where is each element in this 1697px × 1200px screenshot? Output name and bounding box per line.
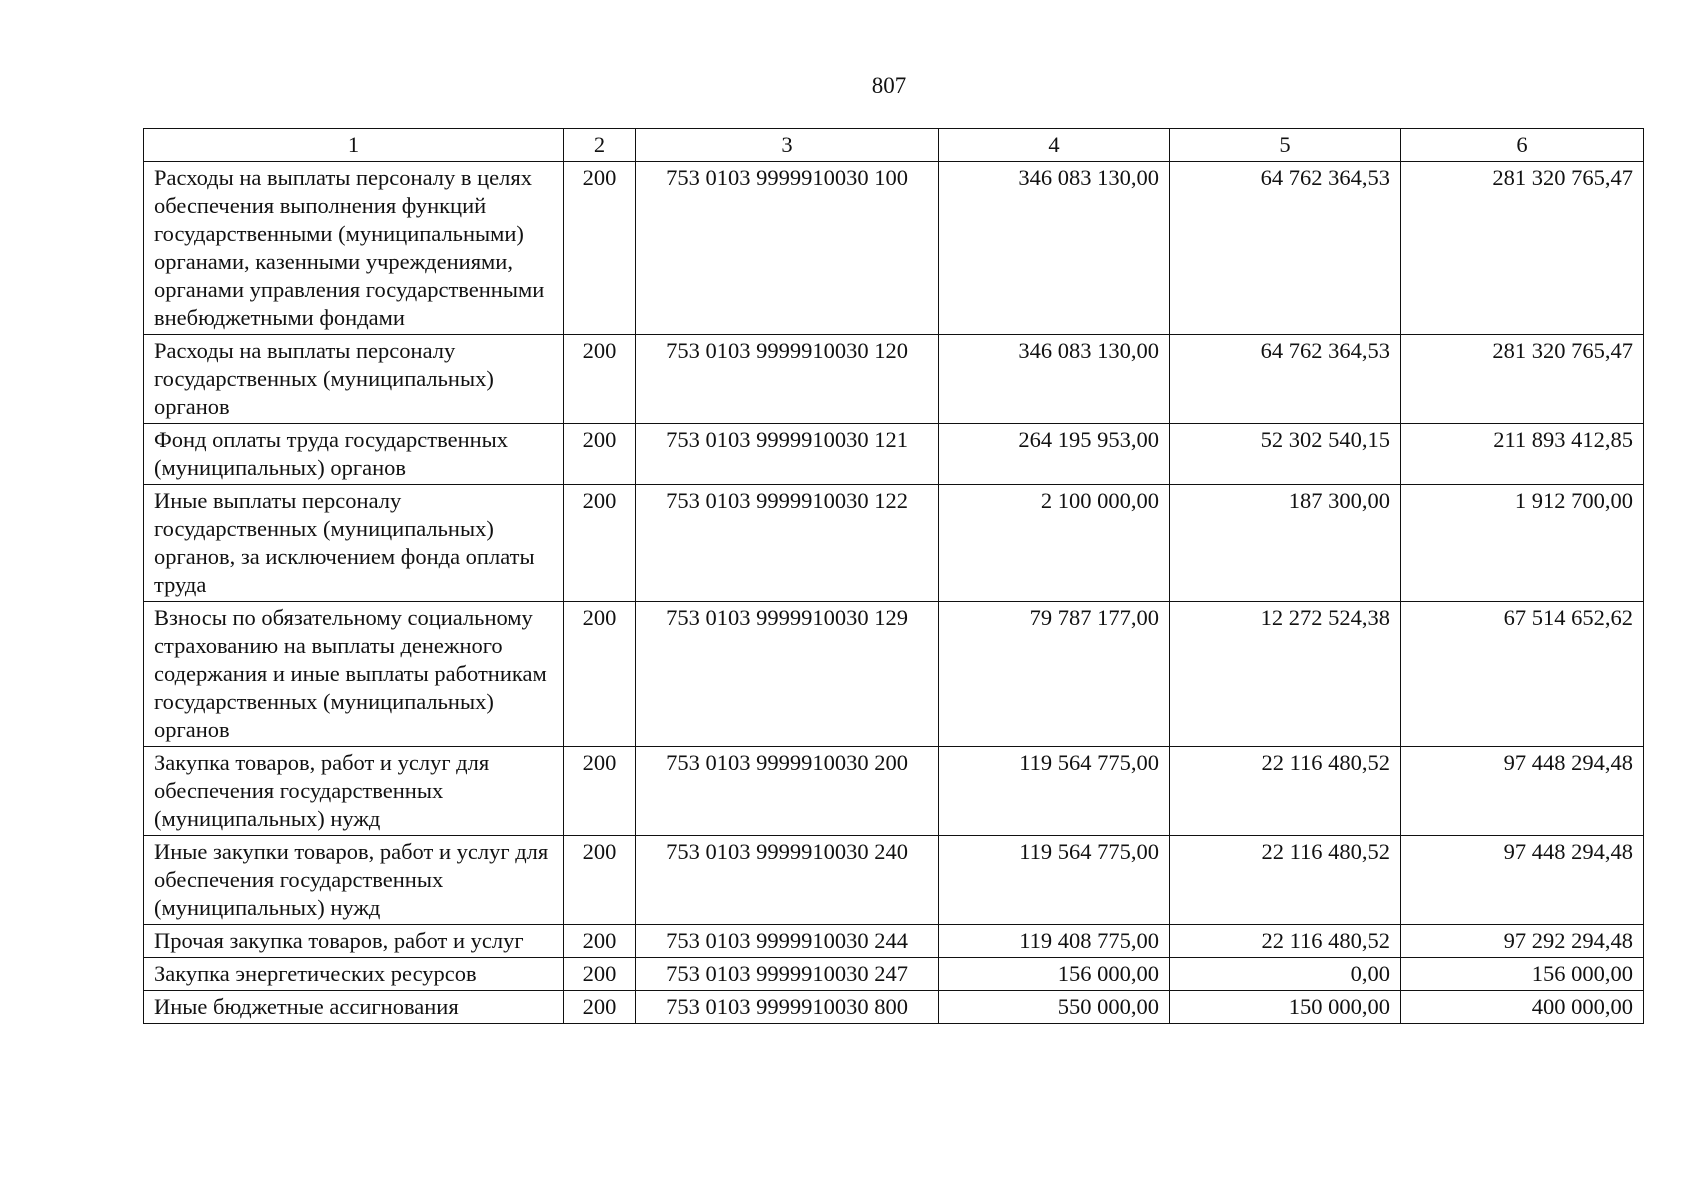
row-budget-code: 753 0103 9999910030 129 — [636, 602, 939, 747]
row-approved: 119 564 775,00 — [939, 836, 1170, 925]
row-name: Взносы по обязательному социальному страхованию на выплаты денежного содержания и иные выплаты работникам государственных (муниципальных) органов — [144, 602, 564, 747]
row-line-code: 200 — [564, 162, 636, 335]
row-unexecuted: 67 514 652,62 — [1401, 602, 1644, 747]
row-executed: 22 116 480,52 — [1170, 747, 1401, 836]
row-line-code: 200 — [564, 958, 636, 991]
row-approved: 119 408 775,00 — [939, 925, 1170, 958]
header-col-5: 5 — [1170, 129, 1401, 162]
row-line-code: 200 — [564, 991, 636, 1024]
row-name: Расходы на выплаты персоналу в целях обеспечения выполнения функций государственными (муниципальными) органами, казенными учреждениями, органами управления государственными внебюджетными фондами — [144, 162, 564, 335]
table-row — [144, 485, 1644, 602]
row-approved: 264 195 953,00 — [939, 424, 1170, 485]
header-col-1: 1 — [144, 129, 564, 162]
budget-execution-table — [143, 128, 1644, 1024]
row-budget-code: 753 0103 9999910030 247 — [636, 958, 939, 991]
row-budget-code: 753 0103 9999910030 122 — [636, 485, 939, 602]
table-row — [144, 335, 1644, 424]
table-body — [144, 162, 1644, 1024]
row-budget-code: 753 0103 9999910030 240 — [636, 836, 939, 925]
row-name: Расходы на выплаты персоналу государственных (муниципальных) органов — [144, 335, 564, 424]
row-approved: 346 083 130,00 — [939, 162, 1170, 335]
table-row — [144, 747, 1644, 836]
row-unexecuted: 97 292 294,48 — [1401, 925, 1644, 958]
row-line-code: 200 — [564, 747, 636, 836]
table-header — [144, 129, 1644, 162]
row-name: Закупка энергетических ресурсов — [144, 958, 564, 991]
row-unexecuted: 281 320 765,47 — [1401, 162, 1644, 335]
row-budget-code: 753 0103 9999910030 121 — [636, 424, 939, 485]
header-col-2: 2 — [564, 129, 636, 162]
table-row — [144, 958, 1644, 991]
row-unexecuted: 281 320 765,47 — [1401, 335, 1644, 424]
table-row — [144, 162, 1644, 335]
row-unexecuted: 97 448 294,48 — [1401, 836, 1644, 925]
row-name: Иные закупки товаров, работ и услуг для обеспечения государственных (муниципальных) нужд — [144, 836, 564, 925]
row-name: Прочая закупка товаров, работ и услуг — [144, 925, 564, 958]
row-name: Фонд оплаты труда государственных (муниципальных) органов — [144, 424, 564, 485]
row-line-code: 200 — [564, 424, 636, 485]
row-executed: 12 272 524,38 — [1170, 602, 1401, 747]
row-approved: 156 000,00 — [939, 958, 1170, 991]
row-budget-code: 753 0103 9999910030 120 — [636, 335, 939, 424]
row-unexecuted: 156 000,00 — [1401, 958, 1644, 991]
row-executed: 22 116 480,52 — [1170, 925, 1401, 958]
row-unexecuted: 400 000,00 — [1401, 991, 1644, 1024]
row-unexecuted: 211 893 412,85 — [1401, 424, 1644, 485]
row-line-code: 200 — [564, 335, 636, 424]
row-line-code: 200 — [564, 925, 636, 958]
table-row — [144, 836, 1644, 925]
row-executed: 64 762 364,53 — [1170, 335, 1401, 424]
row-unexecuted: 1 912 700,00 — [1401, 485, 1644, 602]
row-executed: 64 762 364,53 — [1170, 162, 1401, 335]
row-executed: 187 300,00 — [1170, 485, 1401, 602]
row-budget-code: 753 0103 9999910030 200 — [636, 747, 939, 836]
row-approved: 550 000,00 — [939, 991, 1170, 1024]
header-row — [144, 129, 1644, 162]
row-name: Иные выплаты персоналу государственных (муниципальных) органов, за исключением фонда оплаты труда — [144, 485, 564, 602]
row-approved: 119 564 775,00 — [939, 747, 1170, 836]
header-col-6: 6 — [1401, 129, 1644, 162]
row-approved: 346 083 130,00 — [939, 335, 1170, 424]
row-budget-code: 753 0103 9999910030 244 — [636, 925, 939, 958]
table-row — [144, 925, 1644, 958]
page-number: 807 — [871, 73, 907, 98]
table-row — [144, 991, 1644, 1024]
header-col-3: 3 — [636, 129, 939, 162]
row-budget-code: 753 0103 9999910030 800 — [636, 991, 939, 1024]
row-line-code: 200 — [564, 836, 636, 925]
row-executed: 0,00 — [1170, 958, 1401, 991]
table-row — [144, 602, 1644, 747]
table-row — [144, 424, 1644, 485]
row-approved: 2 100 000,00 — [939, 485, 1170, 602]
row-budget-code: 753 0103 9999910030 100 — [636, 162, 939, 335]
header-col-4: 4 — [939, 129, 1170, 162]
row-line-code: 200 — [564, 602, 636, 747]
row-line-code: 200 — [564, 485, 636, 602]
row-unexecuted: 97 448 294,48 — [1401, 747, 1644, 836]
row-executed: 52 302 540,15 — [1170, 424, 1401, 485]
row-executed: 150 000,00 — [1170, 991, 1401, 1024]
row-name: Иные бюджетные ассигнования — [144, 991, 564, 1024]
row-name: Закупка товаров, работ и услуг для обеспечения государственных (муниципальных) нужд — [144, 747, 564, 836]
row-approved: 79 787 177,00 — [939, 602, 1170, 747]
row-executed: 22 116 480,52 — [1170, 836, 1401, 925]
